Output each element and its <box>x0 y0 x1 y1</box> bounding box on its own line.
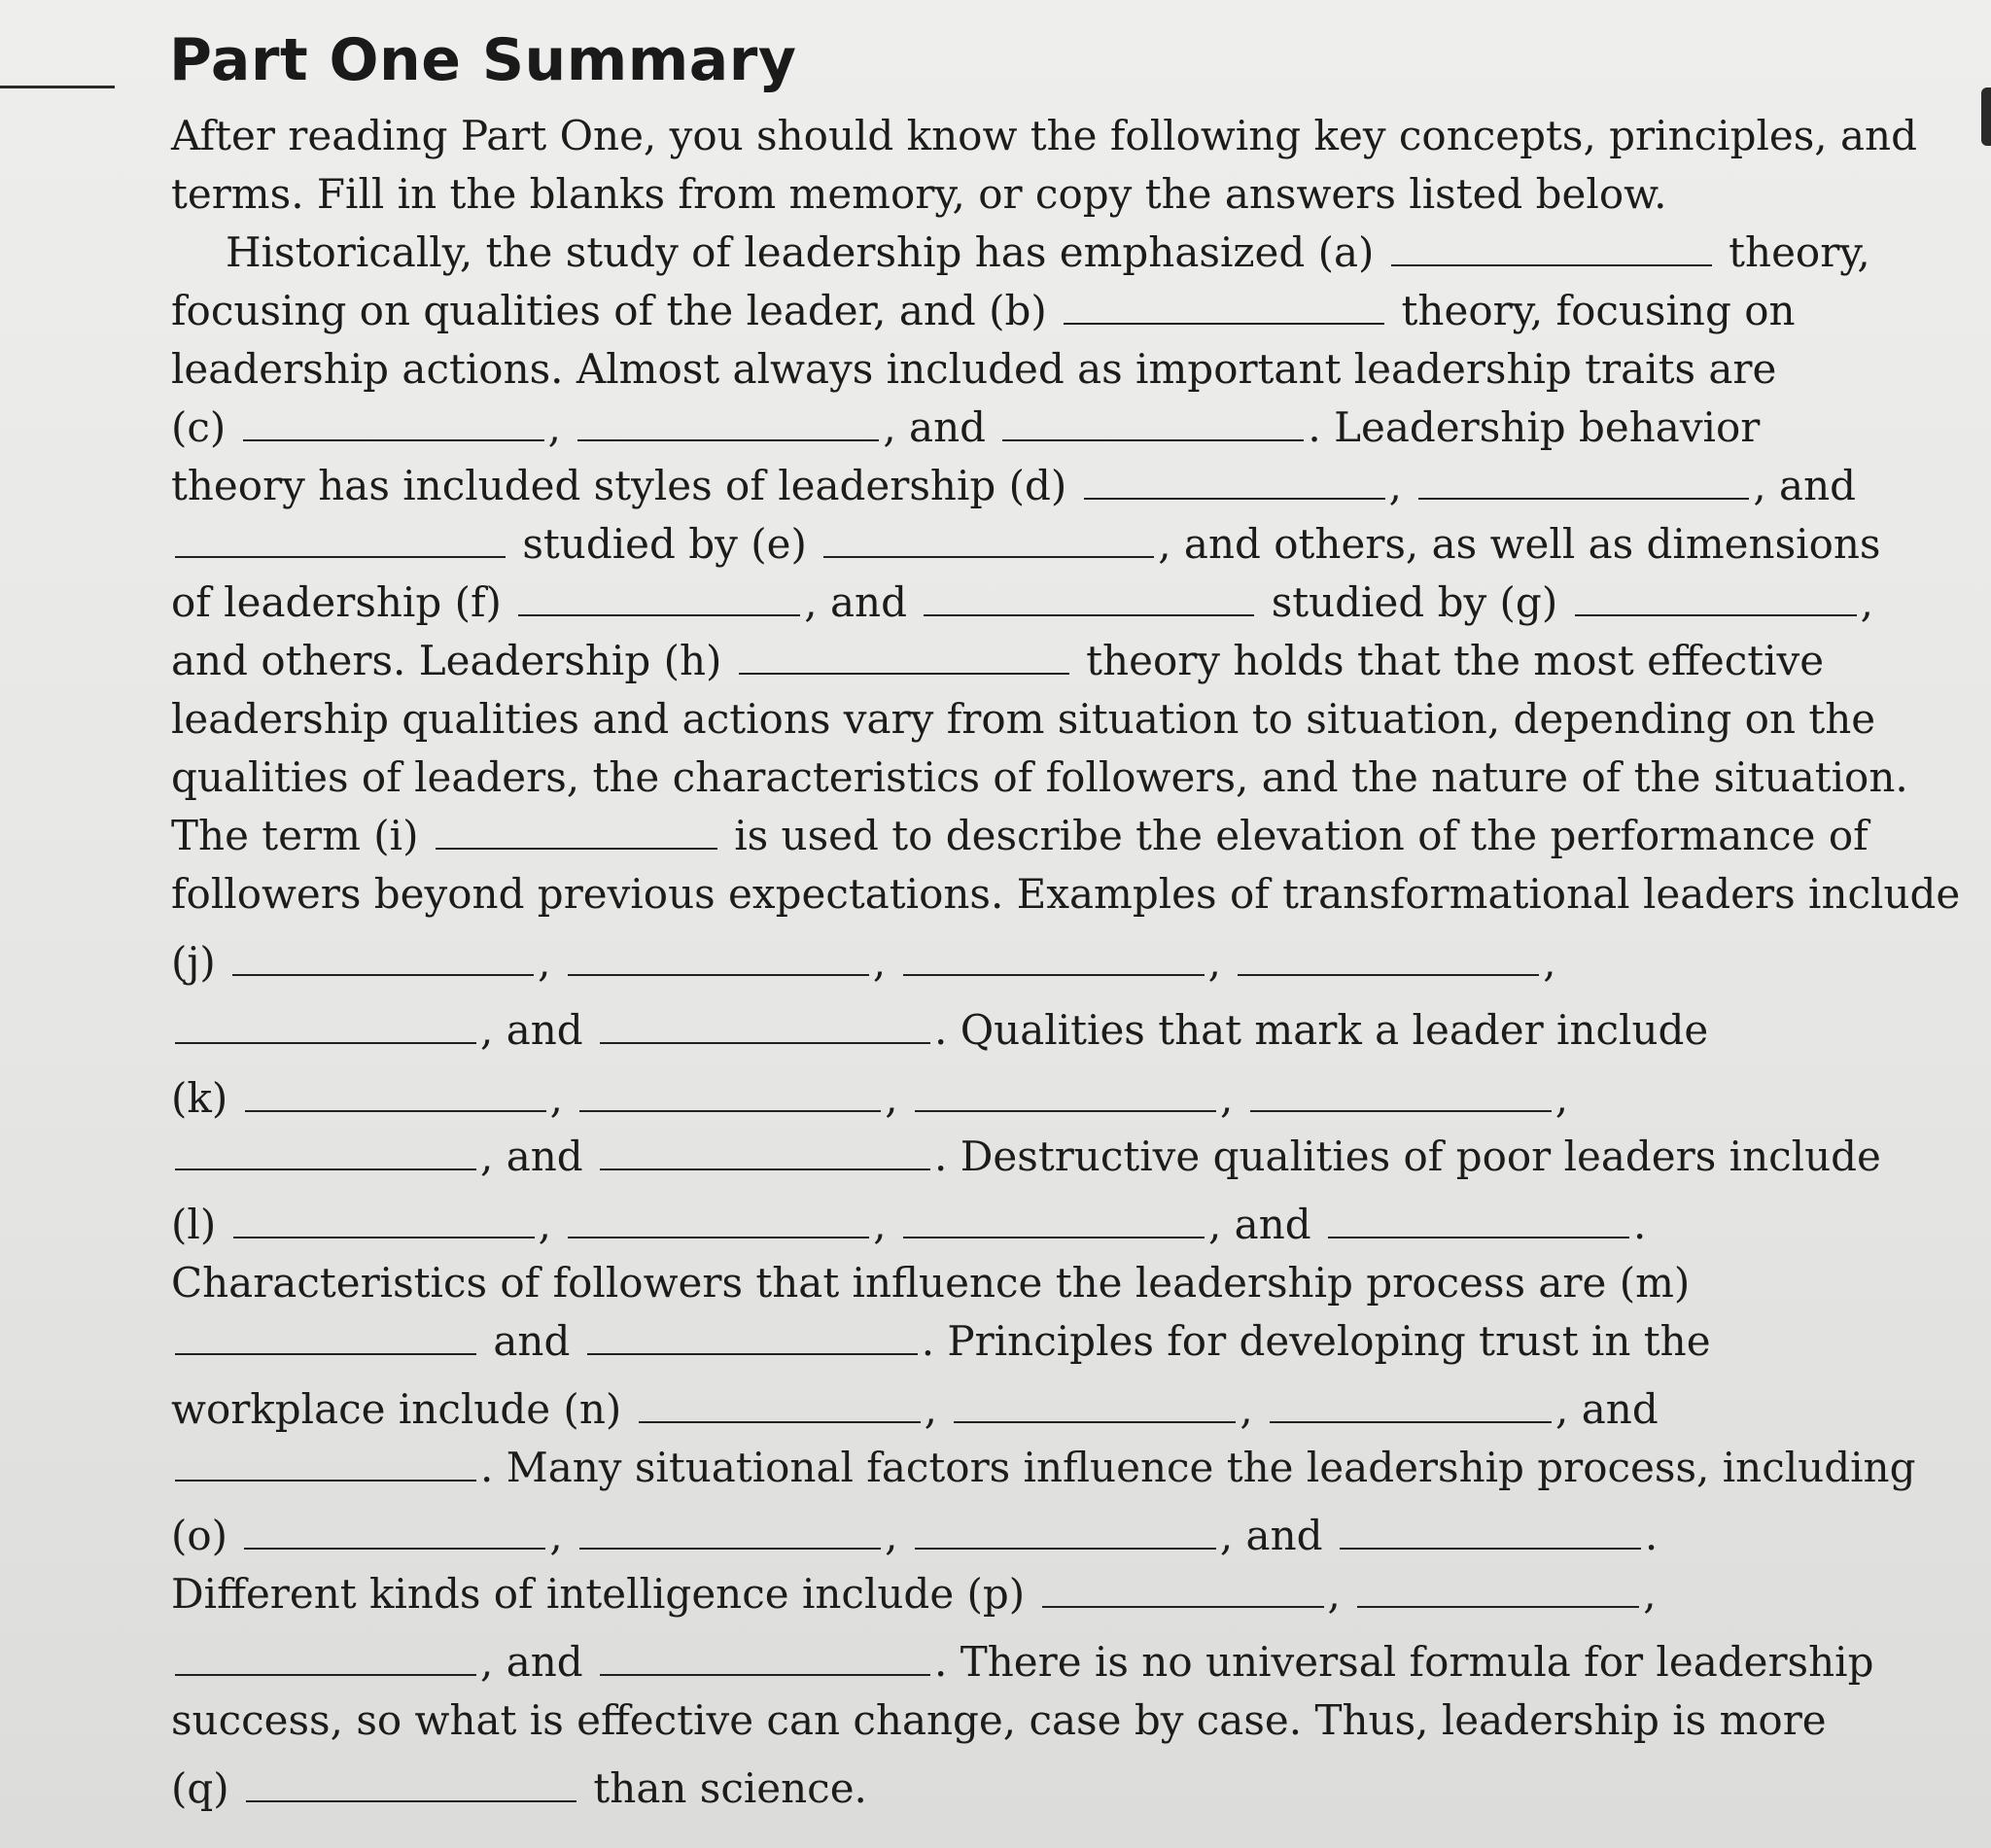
text-line-m: Characteristics of followers that influence the leadership process are (m) <box>171 1259 1691 1307</box>
blank-p1[interactable] <box>1042 1605 1324 1608</box>
blank-k6[interactable] <box>600 1168 930 1170</box>
blank-j6[interactable] <box>600 1041 930 1044</box>
text-line-p-end: , and . There is no universal formula for leadership <box>171 1635 1882 1690</box>
blank-j2[interactable] <box>568 973 869 976</box>
blank-o3[interactable] <box>915 1547 1216 1550</box>
margin-rule <box>0 86 115 88</box>
blank-l3[interactable] <box>903 1236 1205 1238</box>
blank-f1[interactable] <box>518 613 800 616</box>
blank-o4[interactable] <box>1340 1547 1641 1550</box>
text-line-n-end: . Many situational factors influence the leadership process, including <box>171 1441 1882 1495</box>
text-line-success: success, so what is effective can change, case by case. Thus, leadership is more <box>171 1696 1827 1744</box>
text-line-traits: leadership actions. Almost always included as important leadership traits are <box>171 345 1777 393</box>
blank-j3[interactable] <box>903 973 1205 976</box>
blank-j5[interactable] <box>175 1041 476 1044</box>
text-line-transformational: followers beyond previous expectations. Examples of transformational leaders include <box>171 870 1961 918</box>
blank-j1[interactable] <box>232 973 534 976</box>
blank-b[interactable] <box>1064 322 1384 325</box>
text-line-q: (q) than science. <box>171 1764 867 1812</box>
blank-h[interactable] <box>739 672 1069 675</box>
blank-k3[interactable] <box>915 1109 1216 1112</box>
text-line-m-end: and . Principles for developing trust in the <box>171 1314 1882 1369</box>
blank-o2[interactable] <box>579 1547 881 1550</box>
blank-c1[interactable] <box>243 438 544 441</box>
text-line-situation-2: qualities of leaders, the characteristics of followers, and the nature of the situation. <box>171 753 1908 801</box>
blank-g[interactable] <box>1575 613 1857 616</box>
text-line-o: (o) , , , and . <box>171 1512 1659 1559</box>
text-line-i: The term (i) is used to describe the elevation of the performance of <box>171 812 1869 859</box>
page-edge-mark <box>1981 87 1991 146</box>
blank-d2[interactable] <box>1418 497 1749 500</box>
blank-n1[interactable] <box>639 1420 921 1423</box>
text-line-situation-1: leadership qualities and actions vary from situation to situation, depending on the <box>171 695 1876 743</box>
blank-k4[interactable] <box>1250 1109 1552 1112</box>
text-line-p: Different kinds of intelligence include (p) , , <box>171 1570 1657 1618</box>
text-line-a: Historically, the study of leadership has emphasized (a) theory, <box>226 228 1870 276</box>
text-line-f: of leadership (f) , and studied by (g) , <box>171 578 1873 626</box>
blank-k2[interactable] <box>579 1109 881 1112</box>
text-line-k-end: , and . Destructive qualities of poor leaders include <box>171 1130 1882 1184</box>
blank-l1[interactable] <box>233 1236 535 1238</box>
blank-j4[interactable] <box>1238 973 1539 976</box>
blank-d1[interactable] <box>1084 497 1385 500</box>
blank-m2[interactable] <box>587 1352 918 1355</box>
blank-n3[interactable] <box>1270 1420 1552 1423</box>
blank-n4[interactable] <box>175 1479 476 1482</box>
text-line-c: (c) , , and . Leadership behavior <box>171 403 1761 451</box>
blank-q[interactable] <box>246 1799 576 1802</box>
blank-l2[interactable] <box>568 1236 869 1238</box>
blank-k1[interactable] <box>245 1109 546 1112</box>
intro-line-1: After reading Part One, you should know the following key concepts, principles, and <box>171 112 1917 159</box>
text-line-j: (j) , , , , <box>171 938 1556 986</box>
text-line-j-end: , and . Qualities that mark a leader include <box>171 1003 1882 1058</box>
blank-k5[interactable] <box>175 1168 476 1170</box>
text-line-l: (l) , , , and . <box>171 1201 1647 1248</box>
text-line-h: and others. Leadership (h) theory holds that the most effective <box>171 637 1825 684</box>
blank-f2[interactable] <box>924 613 1254 616</box>
blank-e[interactable] <box>823 555 1154 558</box>
blank-d3[interactable] <box>175 555 506 558</box>
blank-m1[interactable] <box>175 1352 476 1355</box>
blank-l4[interactable] <box>1328 1236 1629 1238</box>
blank-i[interactable] <box>436 847 717 850</box>
blank-o1[interactable] <box>244 1547 545 1550</box>
blank-p2[interactable] <box>1357 1605 1639 1608</box>
blank-p3[interactable] <box>175 1673 476 1676</box>
blank-c2[interactable] <box>577 438 879 441</box>
page-title: Part One Summary <box>169 26 797 94</box>
intro-line-2: terms. Fill in the blanks from memory, or copy the answers listed below. <box>171 170 1667 218</box>
blank-a[interactable] <box>1391 263 1712 266</box>
blank-p4[interactable] <box>600 1673 930 1676</box>
text-line-d: theory has included styles of leadership (d) , , and <box>171 462 1857 509</box>
blank-c3[interactable] <box>1002 438 1304 441</box>
text-line-b: focusing on qualities of the leader, and (b) theory, focusing on <box>171 287 1796 334</box>
blank-n2[interactable] <box>954 1420 1236 1423</box>
text-line-e: studied by (e) , and others, as well as dimensions <box>171 517 1882 572</box>
text-line-k: (k) , , , , <box>171 1074 1569 1122</box>
text-line-n: workplace include (n) , , , and <box>171 1385 1659 1433</box>
